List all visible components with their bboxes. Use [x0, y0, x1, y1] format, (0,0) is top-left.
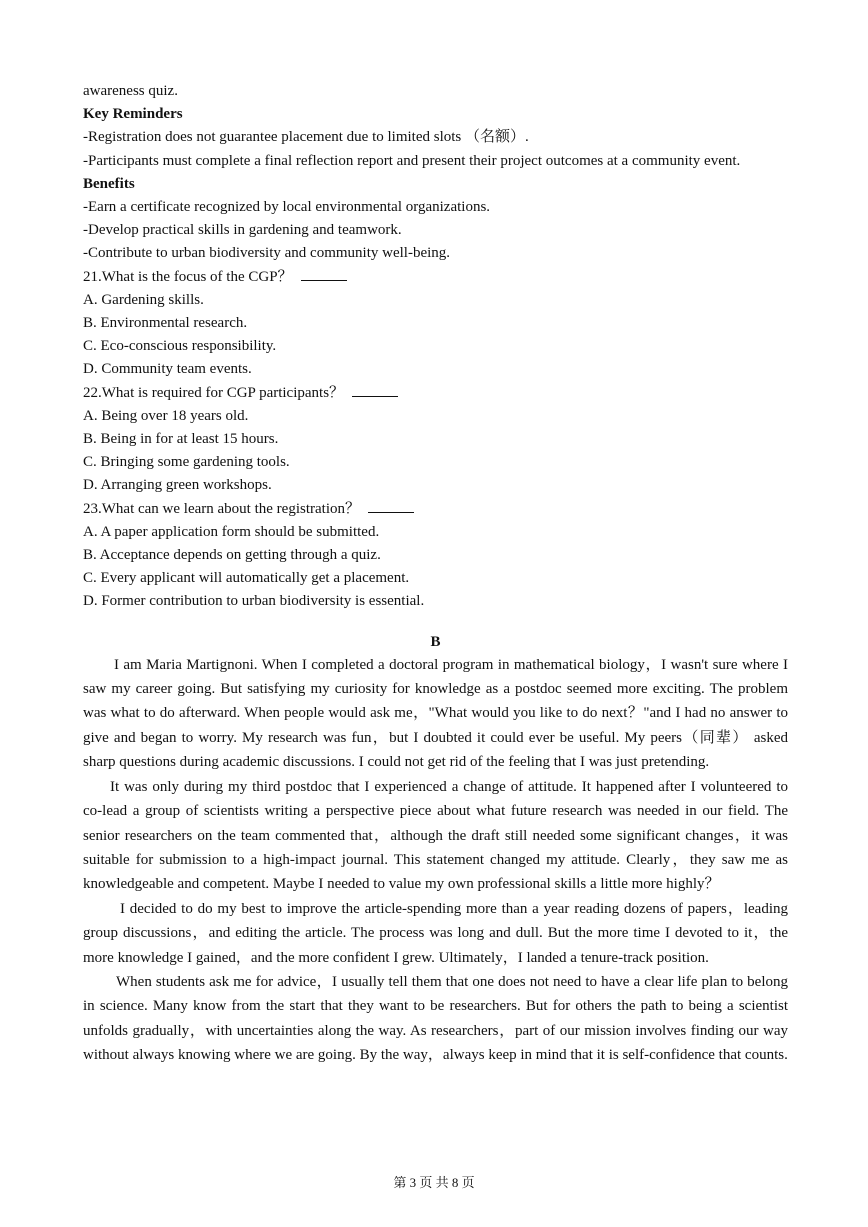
document-page [83, 80, 788, 1068]
question-22 [83, 382, 788, 405]
option: D. Former contribution to urban biodiversity is essential. [83, 593, 425, 610]
option: A. Being over 18 years old. [83, 407, 249, 424]
benefit-item: -Earn a certificate recognized by local environmental organizations. [83, 199, 491, 216]
reminders-heading: Key Reminders [83, 106, 183, 123]
passage-paragraph: I am Maria Martignoni. When I completed a doctoral program in mathematical biology，I wasn't sure where I saw my career going. But satisfying my curiosity for knowledge as a postdoc seemed more exciting. The problem was what to do afterward. When people would ask me，"What would you like to do next？"and I had no answer to give and began to worry. My research was fun，but I doubted it could ever be useful. My peers（同辈） asked sharp questions during academic discussions. I could not get rid of the feeling that I was just pretending. [83, 656, 788, 771]
passage-paragraph: It was only during my third postdoc that I experienced a change of attitude. It happened after I volunteered to co-lead a group of scientists writing a perspective piece about what future research was needed in our field. The senior researchers on the team commented that，although the draft still needed some significant changes，it was suitable for submission to a high-impact journal. This statement changed my attitude. Clearly，they saw me as knowledgeable and competent. Maybe I needed to value my own professional skills a little more highly？ [83, 778, 788, 893]
passage-paragraph: I decided to do my best to improve the article-spending more than a year reading dozens of papers，leading group discussions，and editing the article. The process was long and dull. But the more time I devoted to it，the more knowledge I gained，and the more confident I grew. Ultimately，I landed a tenure-track position. [83, 900, 788, 966]
question-stem: 22.What is required for CGP participants？ [83, 384, 345, 401]
option: B. Being in for at least 15 hours. [83, 431, 279, 448]
question-21 [83, 266, 788, 289]
option: A. Gardening skills. [83, 291, 204, 308]
question-stem: 21.What is the focus of the CGP？ [83, 268, 293, 285]
benefits-heading: Benefits [83, 175, 135, 192]
top-fragment: awareness quiz. [83, 83, 178, 99]
section-b-title: B [430, 633, 441, 650]
option: A. A paper application form should be submitted. [83, 523, 380, 540]
option: B. Environmental research. [83, 315, 248, 332]
question-stem: 23.What can we learn about the registration？ [83, 500, 360, 517]
benefit-item: -Develop practical skills in gardening and teamwork. [83, 222, 402, 239]
option: C. Every applicant will automatically get a placement. [83, 570, 410, 587]
option: C. Eco-conscious responsibility. [83, 338, 277, 355]
passage-paragraph: When students ask me for advice，I usually tell them that one does not need to have a clear life plan to belong in science. Many know from the start that they want to be researchers. But for others the path to being a scientist unfolds gradually，with uncertainties along the way. As researchers，part of our mission involves finding our way without always knowing where we are going. By the way，always keep in mind that it is self-confidence that counts. [83, 973, 788, 1064]
answer-blank [368, 500, 414, 513]
option: B. Acceptance depends on getting through a quiz. [83, 547, 381, 564]
question-23 [83, 498, 788, 521]
answer-blank [301, 268, 347, 281]
option: D. Community team events. [83, 361, 252, 378]
reminder-item: -Registration does not guarantee placement due to limited slots （名额）. [83, 129, 529, 146]
benefit-item: -Contribute to urban biodiversity and community well-being. [83, 245, 451, 262]
option: D. Arranging green workshops. [83, 477, 272, 494]
option: C. Bringing some gardening tools. [83, 454, 290, 471]
answer-blank [352, 384, 398, 397]
page-footer: 第 3 页 共 8 页 [393, 1175, 475, 1190]
reminder-item: -Participants must complete a final reflection report and present their project outcomes at a community event. [83, 152, 741, 169]
